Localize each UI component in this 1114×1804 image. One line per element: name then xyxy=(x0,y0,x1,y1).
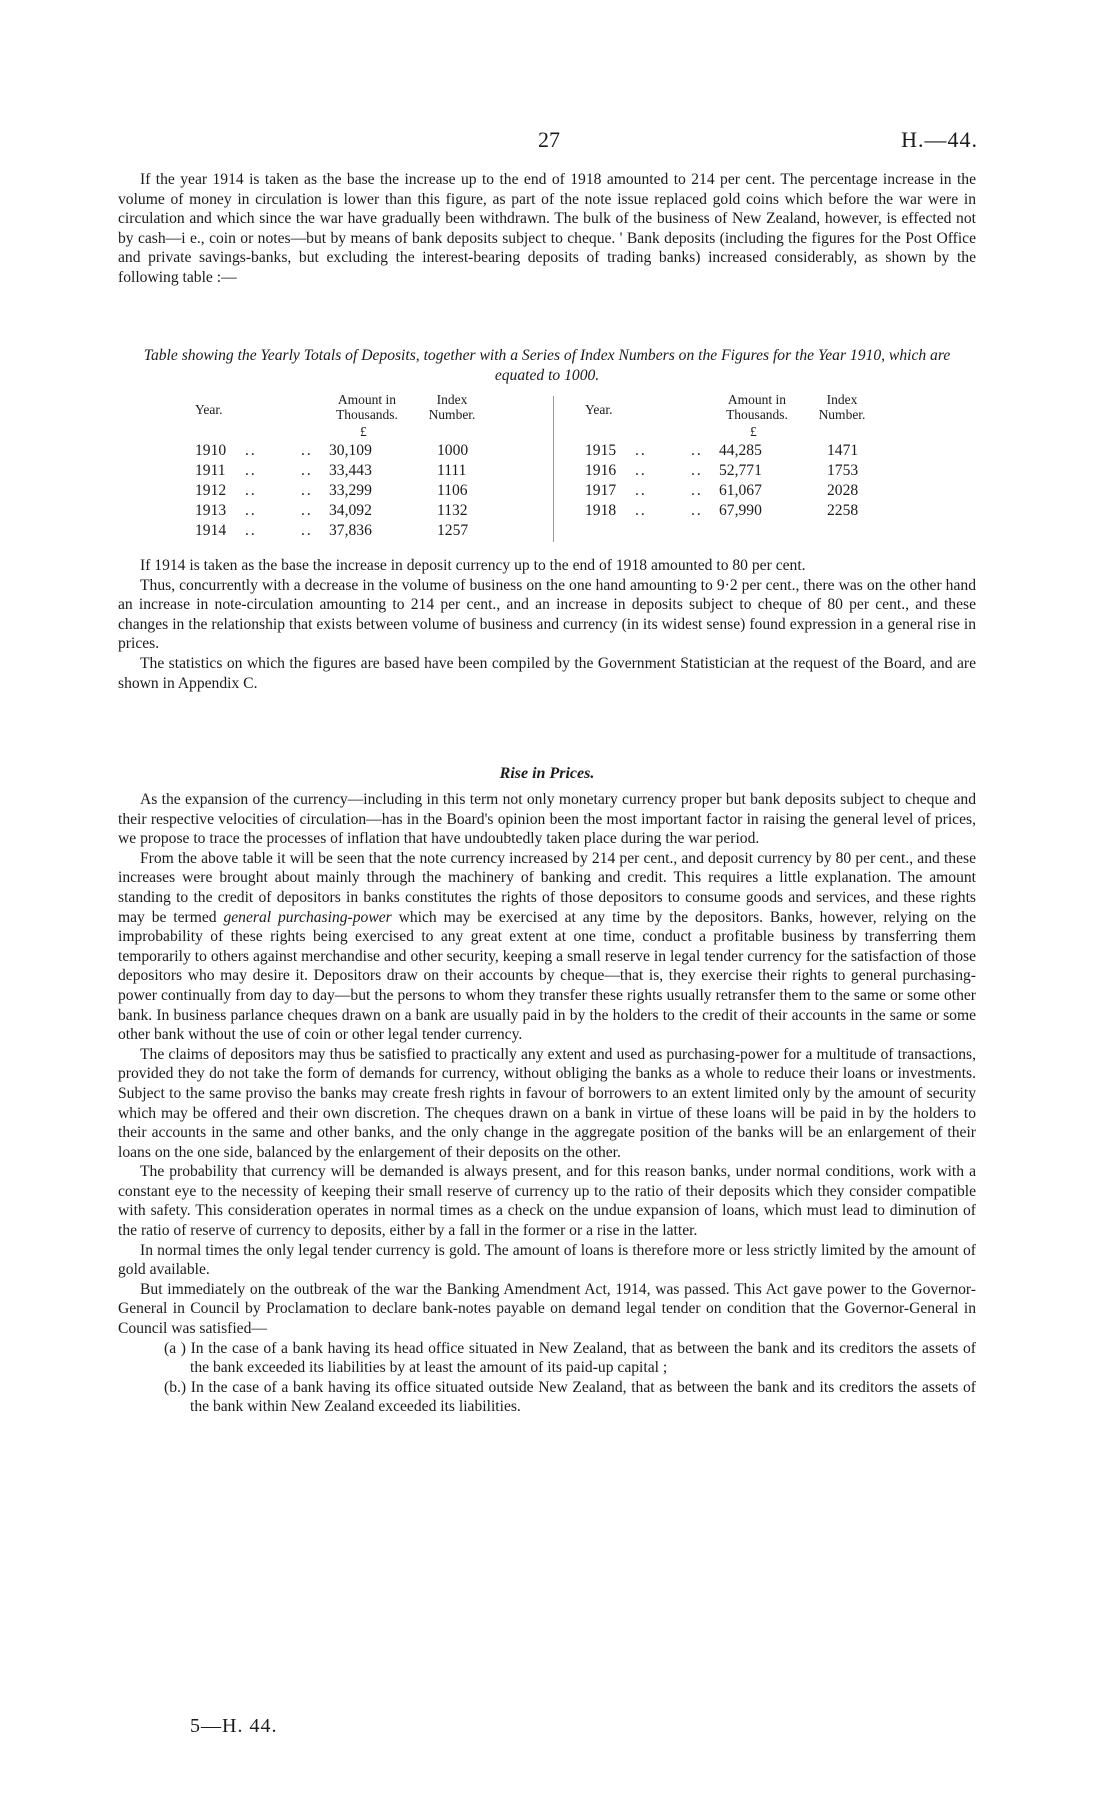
leader-dots: .. xyxy=(245,462,257,479)
header-amount: Amount in Thousands. xyxy=(336,392,398,422)
column-divider xyxy=(553,396,554,542)
cell-index: 2028 xyxy=(827,482,859,499)
cell-year: 1913 xyxy=(195,502,227,519)
paragraph: The claims of depositors may thus be satisfied to practically any extent and used as purchasing-power for a multitude of transactions, provided they do not take the form of demands for currency, without obliging the banks as a whole to reduce their loans or investments. Subject to the same proviso the banks may create fresh rights in favour of borrowers to an extent limited only by the amount of security which may be offered and their own discretion. The cheques drawn on a bank in virtue of these loans will be paid in by the holders to their accounts in the same and other banks, and the only change in the aggregate position of the banks will be an enlargement of their loans on the one side, balanced by the enlargement of their deposits on the other. xyxy=(118,1045,976,1161)
unit-pound: £ xyxy=(750,424,757,439)
cell-year: 1912 xyxy=(195,482,227,499)
leader-dots: .. xyxy=(635,502,647,519)
cell-index: 1106 xyxy=(437,482,468,499)
cell-amount: 67,990 xyxy=(719,502,762,519)
header-year: Year. xyxy=(585,402,613,417)
cell-year: 1911 xyxy=(195,462,226,479)
leader-dots: .. xyxy=(691,442,703,459)
page-number: 27 xyxy=(538,127,560,152)
cell-index: 2258 xyxy=(827,502,859,519)
paragraph: In normal times the only legal tender currency is gold. The amount of loans is therefore more or less strictly limited by the amount of gold available. xyxy=(118,1241,976,1279)
paragraph: Thus, concurrently with a decrease in the volume of business on the one hand amounting to 9·2 per cent., there was on the other hand an increase in note-circulation amounting to 214 per cent., and an increase in deposits subject to cheque of 80 per cent., and these changes in the relationship that exists between volume of business and currency (in its widest sense) found expression in a general rise in prices. xyxy=(118,576,976,653)
paragraph-text: From the above table it will be seen that the note currency increased by 214 per cent., and deposit currency by 80 per cent., and these increases were brought about mainly through the machinery of banking and credit. This requires a little explanation. The amount standing to the credit of depositors in banks constitutes the rights of those depositors to consume goods and services, and these rights may be termed xyxy=(118,849,976,926)
table-row xyxy=(585,482,935,502)
table-row xyxy=(195,522,545,542)
cell-amount: 37,836 xyxy=(329,522,372,539)
table-row xyxy=(585,442,935,462)
leader-dots: .. xyxy=(245,482,257,499)
unit-pound: £ xyxy=(360,424,367,439)
after-table-section xyxy=(118,556,976,693)
table-row xyxy=(585,502,935,522)
page-header xyxy=(0,127,1114,157)
paragraph: If 1914 is taken as the base the increase in deposit currency up to the end of 1918 amounted to 80 per cent. xyxy=(140,557,806,574)
footer-signature: 5—H. 44. xyxy=(190,1715,278,1737)
intro-section xyxy=(118,170,976,288)
leader-dots: .. xyxy=(691,462,703,479)
paragraph xyxy=(118,849,976,1045)
cell-index: 1471 xyxy=(827,442,859,459)
leader-dots: .. xyxy=(301,482,313,499)
cell-index: 1257 xyxy=(437,522,469,539)
leader-dots: .. xyxy=(635,462,647,479)
cell-amount: 33,299 xyxy=(329,482,372,499)
leader-dots: .. xyxy=(301,442,313,459)
cell-index: 1000 xyxy=(437,442,469,459)
header-year: Year. xyxy=(195,402,223,417)
header-index: Index Number. xyxy=(818,392,866,422)
section-heading: Rise in Prices. xyxy=(499,765,595,782)
leader-dots: .. xyxy=(301,502,313,519)
cell-year: 1915 xyxy=(585,442,617,459)
header-index: Index Number. xyxy=(428,392,476,422)
leader-dots: .. xyxy=(245,522,257,539)
condition-item xyxy=(118,1378,976,1417)
cell-index: 1111 xyxy=(437,462,467,479)
cell-amount: 61,067 xyxy=(719,482,762,499)
italic-term: general purchasing-power xyxy=(223,908,392,926)
paragraph: The probability that currency will be demanded is always present, and for this reason banks, under normal conditions, work with a constant eye to the necessity of keeping their small reserve of currency up to the ratio of their deposits which they consider compatible with safety. This consideration operates in normal times as a check on the undue expansion of loans, which must lead to diminution of the ratio of reserve of currency to deposits, either by a fall in the former or a rise in the latter. xyxy=(118,1163,976,1240)
leader-dots: .. xyxy=(635,482,647,499)
table-row xyxy=(195,502,545,522)
deposits-table xyxy=(195,392,935,544)
table-row xyxy=(585,462,935,482)
table-row xyxy=(195,462,545,482)
cell-year: 1916 xyxy=(585,462,617,479)
table-right-half xyxy=(585,392,935,544)
cell-amount: 30,109 xyxy=(329,442,372,459)
leader-dots: .. xyxy=(245,442,257,459)
paragraph: The statistics on which the figures are based have been compiled by the Government Statistician at the request of the Board, and are shown in Appendix C. xyxy=(118,654,976,692)
cell-index: 1132 xyxy=(437,502,468,519)
table-row xyxy=(195,482,545,502)
intro-paragraph: If the year 1914 is taken as the base the increase up to the end of 1918 amounted to 214 per cent. The percentage increase in the volume of money in circulation is lower than this figure, as part of the note issue replaced gold coins which before the war were in circulation and which since the war have gradually been withdrawn. The bulk of the business of New Zealand, however, is effected not by cash—i e., coin or notes—but by means of bank deposits subject to cheque. ' Bank deposits (including the figures for the Post Office and private savings-banks, but excluding the interest-bearing deposits of trading banks) increased considerably, as shown by the following table :— xyxy=(118,171,976,286)
table-row xyxy=(195,442,545,462)
leader-dots: .. xyxy=(691,482,703,499)
cell-amount: 52,771 xyxy=(719,462,762,479)
cell-year: 1914 xyxy=(195,522,227,539)
cell-year: 1918 xyxy=(585,502,617,519)
cell-amount: 34,092 xyxy=(329,502,372,519)
paragraph-text: which may be exercised at any time by the depositors. Banks, however, relying on the improbability of these rights being exercised to any great extent at one time, conduct a profitable business by transferring them temporarily to others against merchandise and other security, keeping a small reserve in legal tender currency for the satisfaction of those depositors who may desire it. Depositors draw on their accounts by cheque—that is, they exercise their rights to general purchasing-power continually from day to day—but the persons to whom they transfer these rights usually retransfer them to the same or some other bank. In business parlance cheques drawn on a bank are usually paid in by the holders to the credit of their accounts in the same or some other bank without the use of coin or other legal tender currency. xyxy=(118,908,977,1044)
leader-dots: .. xyxy=(301,522,313,539)
table-left-half xyxy=(195,392,545,544)
leader-dots: .. xyxy=(301,462,313,479)
condition-label: (b.) xyxy=(164,1378,187,1396)
cell-index: 1753 xyxy=(827,462,859,479)
condition-text: In the case of a bank having its office situated outside New Zealand, that as between the bank and its creditors the assets of the bank within New Zealand exceeded its liabilities. xyxy=(190,1378,977,1416)
paragraph: As the expansion of the currency—including in this term not only monetary currency proper but bank deposits subject to cheque and their respective velocities of circulation—has in the Board's opinion been the most important factor in raising the general level of prices, we propose to trace the processes of inflation that have undoubtedly taken place during the war period. xyxy=(118,791,976,848)
condition-text: In the case of a bank having its head office situated in New Zealand, that as between the bank and its creditors the assets of the bank exceeded its liabilities by at least the amount of its paid-up capital ; xyxy=(190,1339,976,1377)
cell-amount: 44,285 xyxy=(719,442,762,459)
leader-dots: .. xyxy=(691,502,703,519)
document-reference: H.—44. xyxy=(901,127,978,152)
condition-label: (a ) xyxy=(164,1339,186,1357)
rise-in-prices-section xyxy=(118,790,976,1417)
table-caption: Table showing the Yearly Totals of Deposits, together with a Series of Index Numbers on the Figures for the Year 1910, which are equated to 1000. xyxy=(143,347,951,384)
header-amount: Amount in Thousands. xyxy=(726,392,788,422)
cell-amount: 33,443 xyxy=(329,462,372,479)
leader-dots: .. xyxy=(245,502,257,519)
condition-item xyxy=(118,1339,976,1378)
paragraph: But immediately on the outbreak of the war the Banking Amendment Act, 1914, was passed. This Act gave power to the Governor-General in Council by Proclamation to declare bank-notes payable on demand legal tender on condition that the Governor-General in Council was satisfied— xyxy=(118,1280,976,1338)
cell-year: 1910 xyxy=(195,442,227,459)
leader-dots: .. xyxy=(635,442,647,459)
cell-year: 1917 xyxy=(585,482,617,499)
